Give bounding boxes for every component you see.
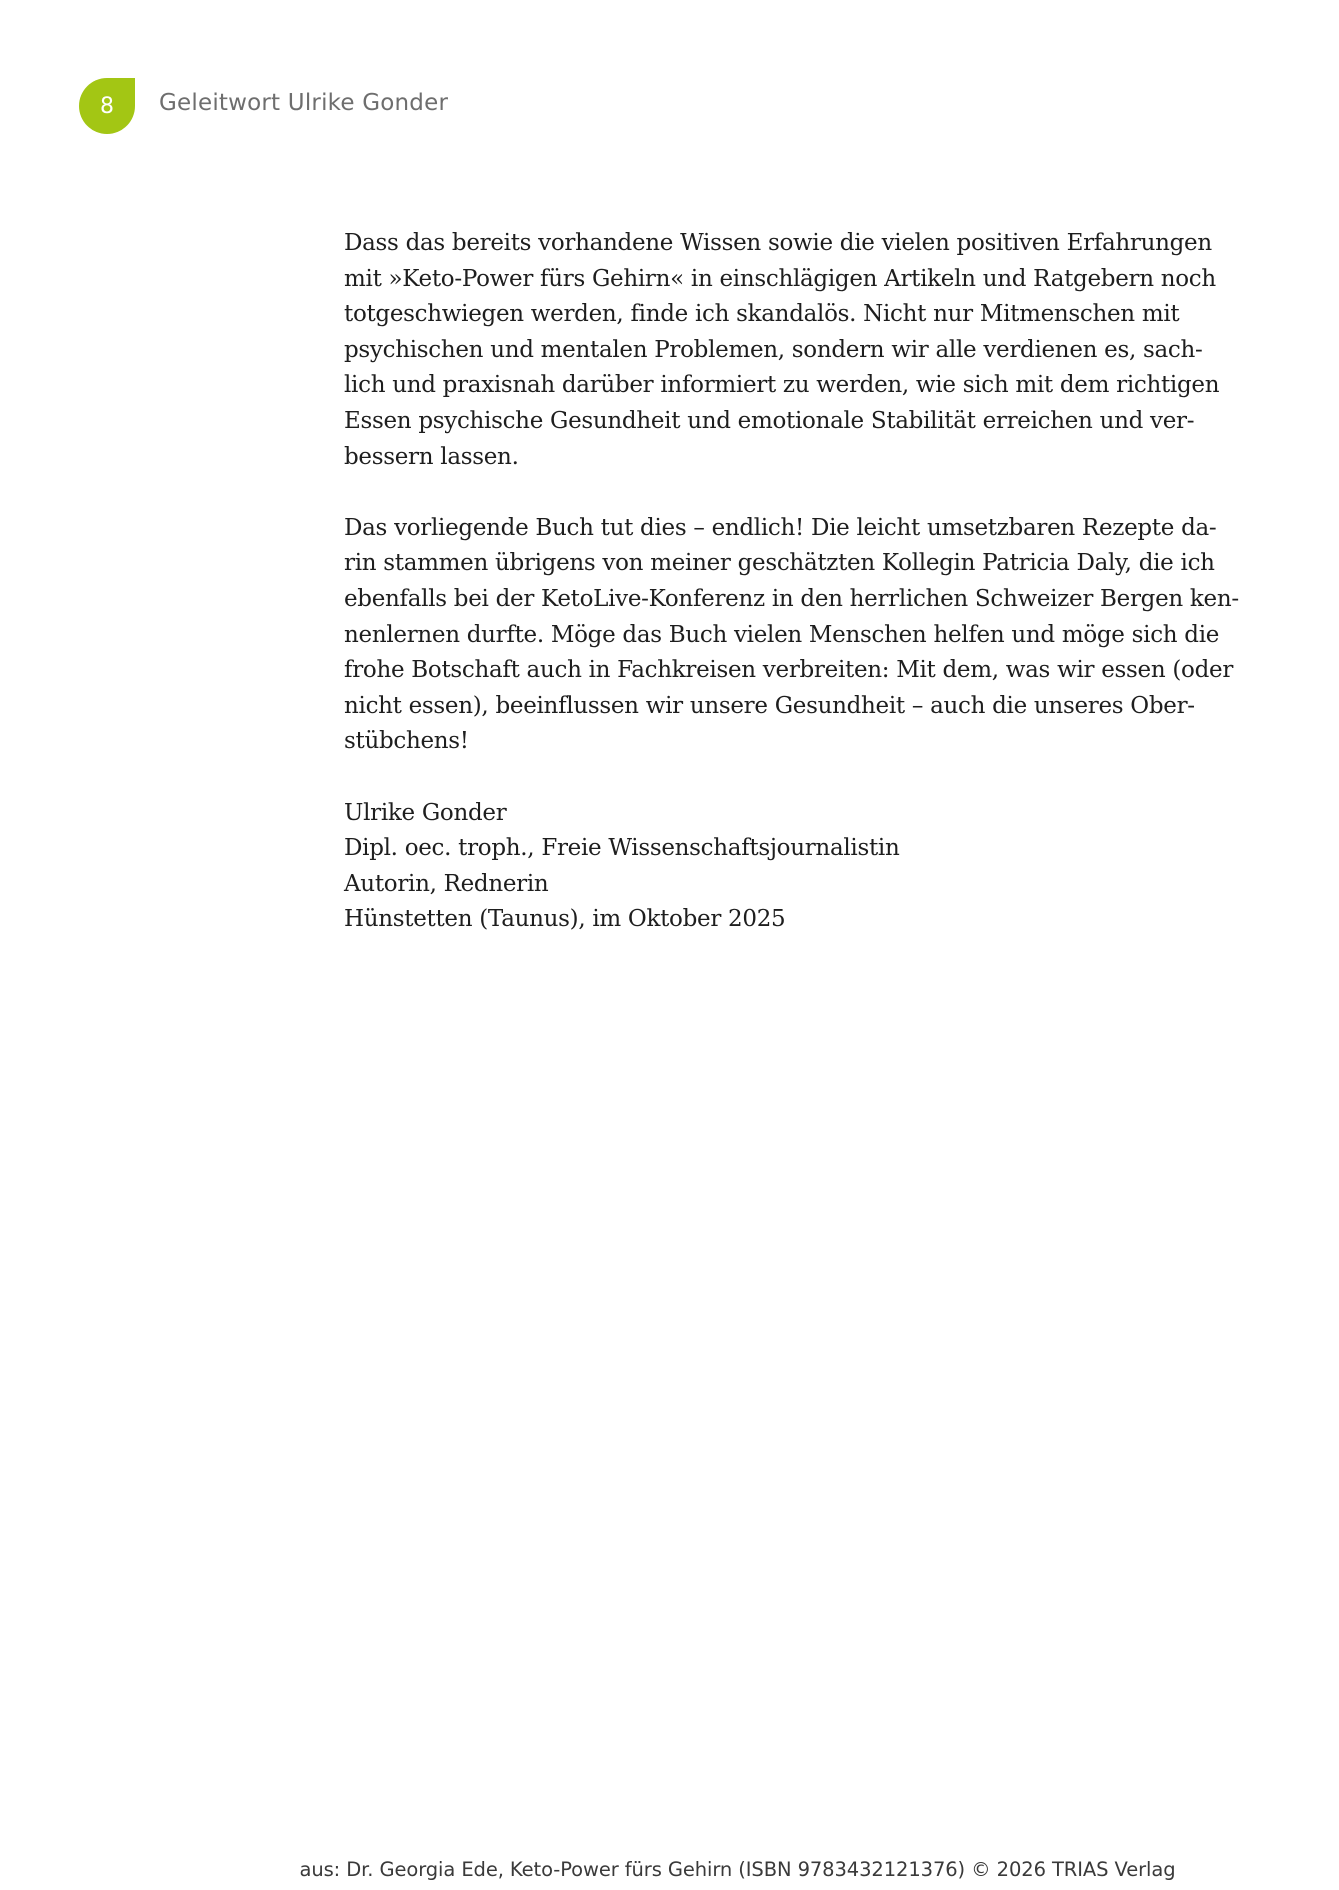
text-line: bessern lassen.: [344, 443, 519, 470]
text-line: mit »Keto-Power fürs Gehirn« in einschlägigen Artikeln und Ratgebern noch: [344, 265, 1216, 292]
text-line: stübchens!: [344, 728, 469, 755]
signature-place-date: Hünstetten (Taunus), im Oktober 2025: [344, 906, 786, 933]
body-text: [344, 226, 1244, 938]
paragraph-2: [344, 511, 1244, 760]
running-title: Geleitwort Ulrike Gonder: [159, 90, 449, 116]
signature-roles: Autorin, Rednerin: [344, 870, 549, 897]
text-line: Dass das bereits vorhandene Wissen sowie die vielen positiven Erfahrungen: [344, 230, 1212, 256]
text-line: lich und praxisnah darüber informiert zu werden, wie sich mit dem richtigen: [344, 372, 1220, 399]
text-line: rin stammen übrigens von meiner geschätzten Kollegin Patricia Daly, die ich: [344, 550, 1215, 577]
text-line: psychischen und mentalen Problemen, sondern wir alle verdienen es, sach-: [344, 336, 1203, 363]
paragraph-1: [344, 226, 1244, 475]
signature-block: [344, 796, 1244, 938]
text-line: frohe Botschaft auch in Fachkreisen verbreiten: Mit dem, was wir essen (oder: [344, 657, 1234, 684]
text-line: nicht essen), beeinflussen wir unsere Gesundheit – auch die unseres Ober-: [344, 692, 1195, 719]
text-line: ebenfalls bei der KetoLive-Konferenz in den herrlichen Schweizer Bergen ken-: [344, 585, 1239, 612]
signature-name: Ulrike Gonder: [344, 799, 507, 826]
footer-source: aus: Dr. Georgia Ede, Keto-Power fürs Gehirn (ISBN 9783432121376) © 2026 TRIAS Verlag: [299, 1858, 1176, 1881]
text-line: nenlernen durfte. Möge das Buch vielen Menschen helfen und möge sich die: [344, 621, 1220, 648]
footer: [0, 1858, 1339, 1881]
text-line: totgeschwiegen werden, finde ich skandalös. Nicht nur Mitmenschen mit: [344, 301, 1180, 328]
page-number-badge: [79, 78, 135, 134]
page-number: 8: [100, 93, 114, 119]
text-line: Das vorliegende Buch tut dies – endlich! Die leicht umsetzbaren Rezepte da-: [344, 514, 1217, 541]
signature-title: Dipl. oec. troph., Freie Wissenschaftsjournalistin: [344, 835, 900, 862]
text-line: Essen psychische Gesundheit und emotionale Stabilität erreichen und ver-: [344, 407, 1195, 434]
